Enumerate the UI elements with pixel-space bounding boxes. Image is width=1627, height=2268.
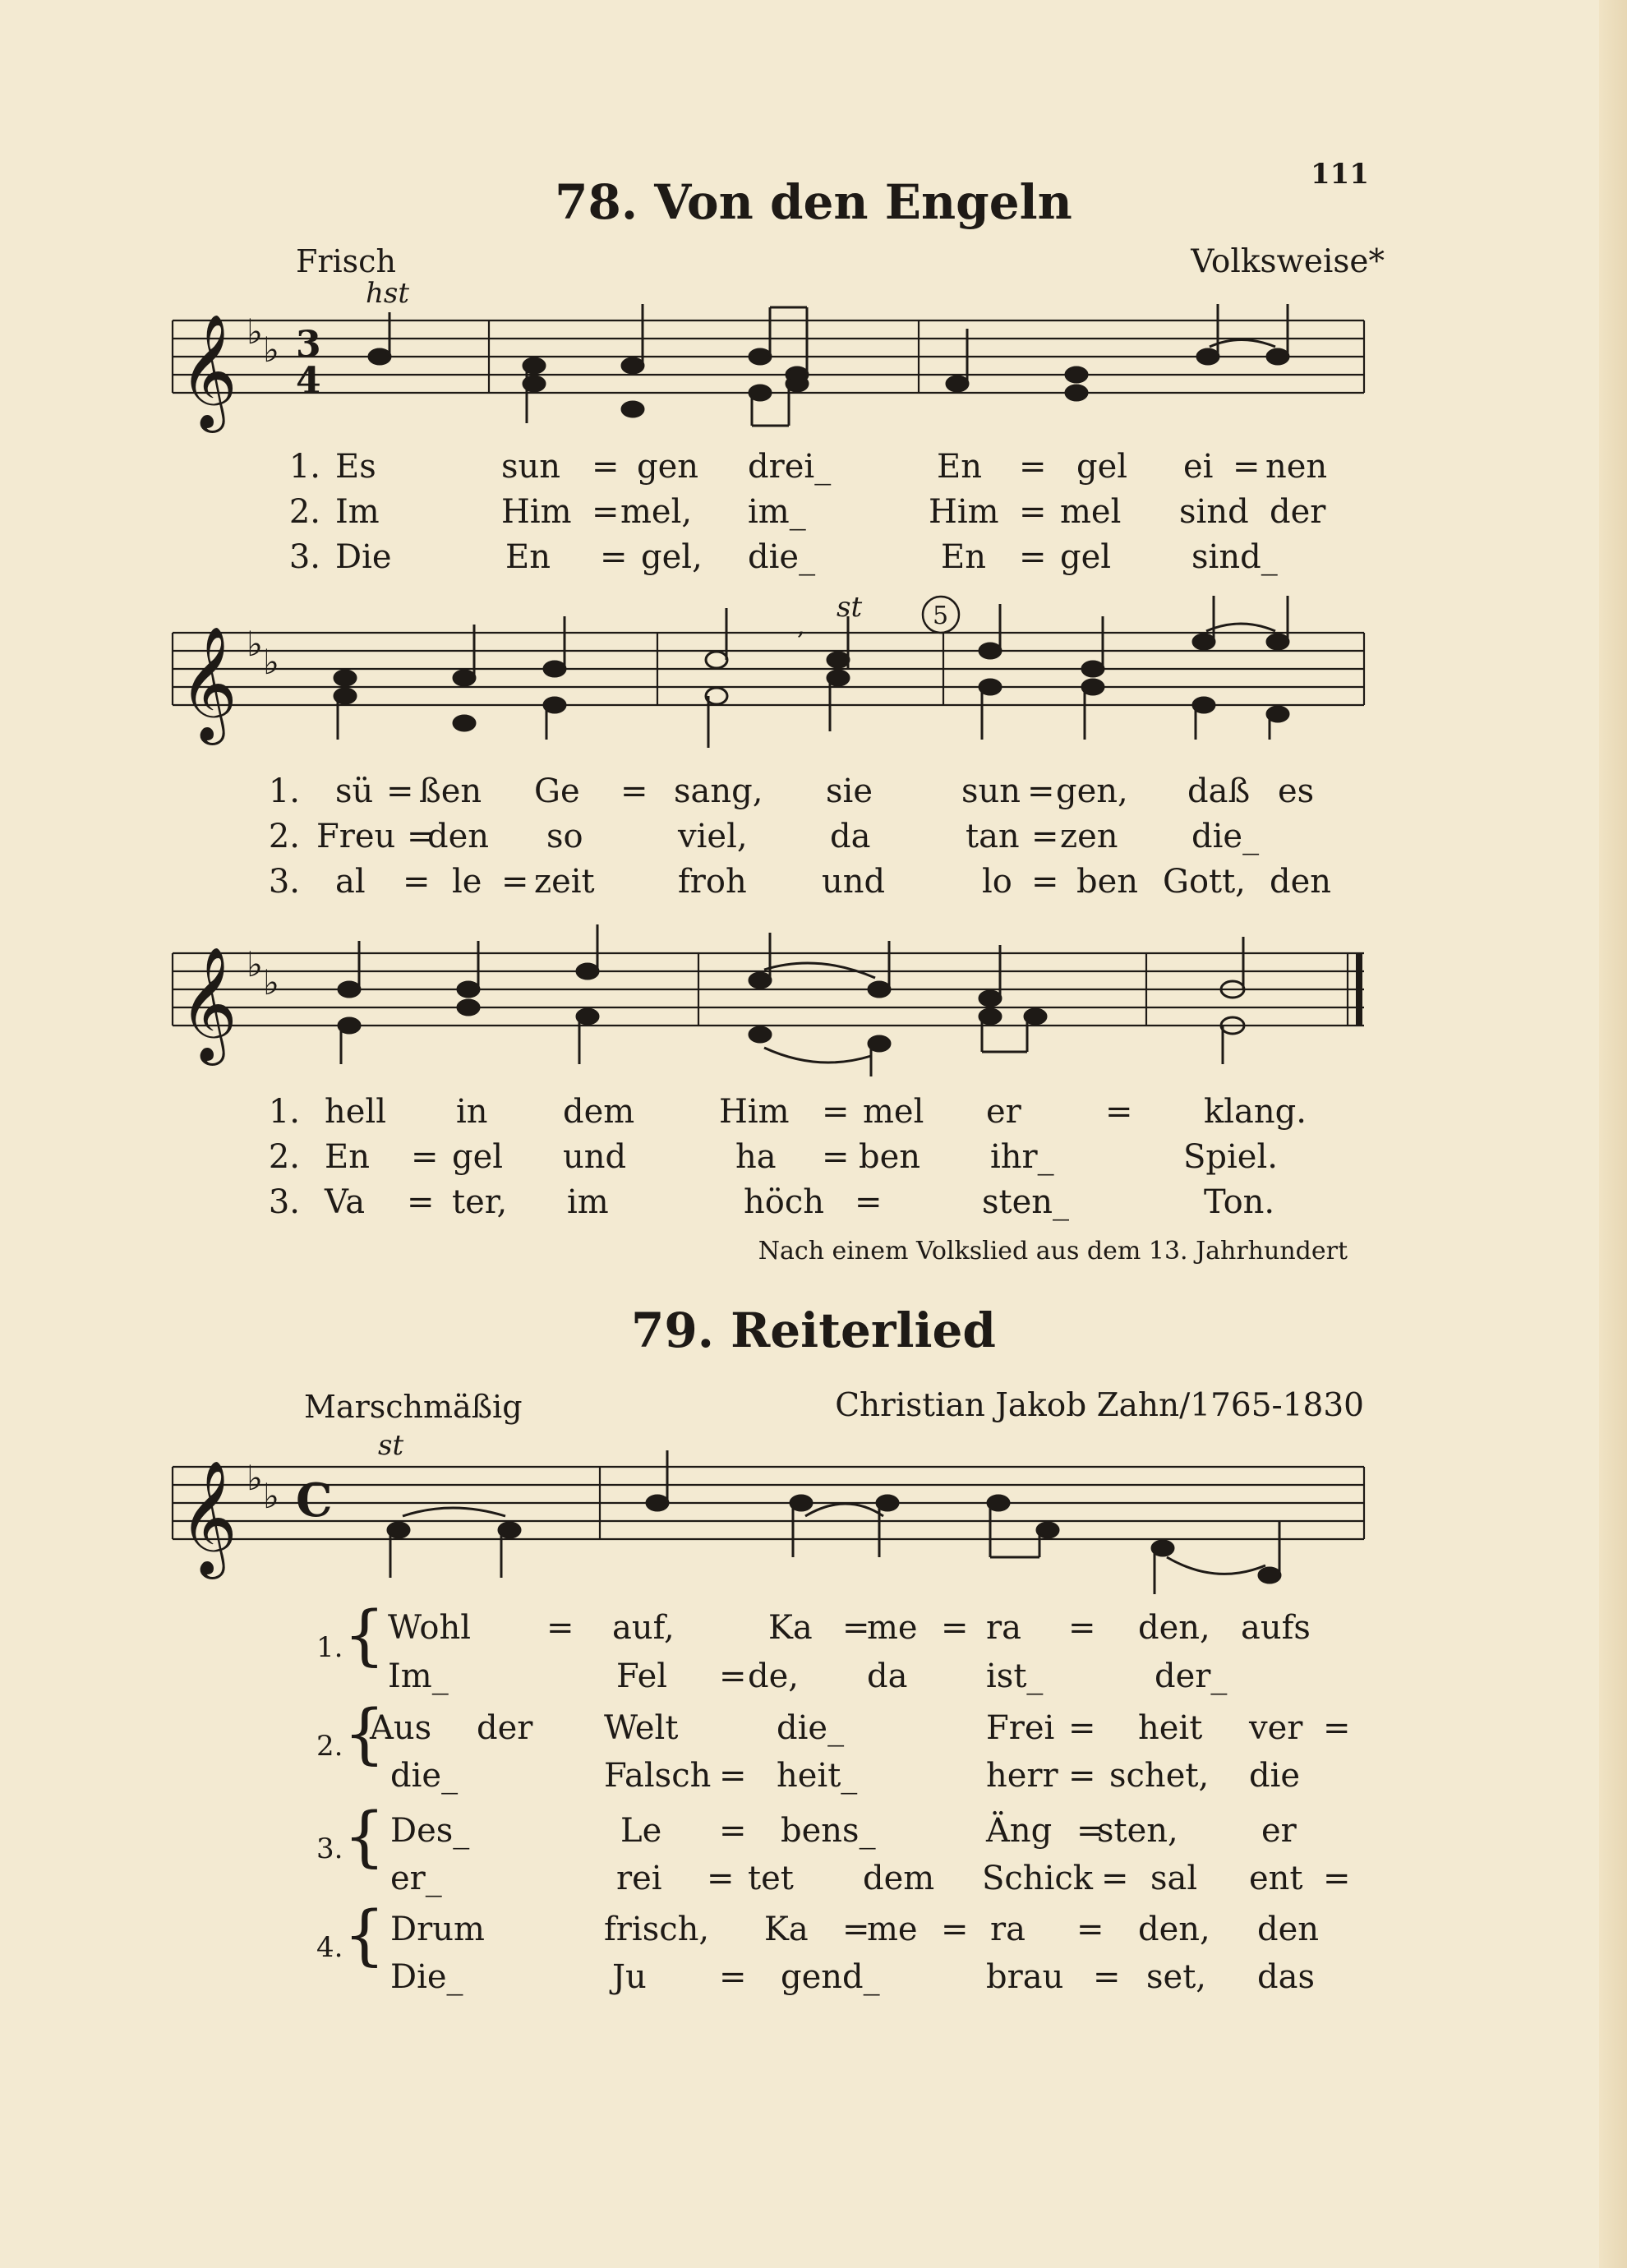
annotation-st: st: [837, 591, 863, 624]
syllable: der_: [1155, 1657, 1228, 1695]
hyphen: =: [1068, 1609, 1096, 1647]
syllable: gel: [452, 1138, 504, 1176]
svg-text:♭: ♭: [263, 1476, 279, 1516]
hyphen: =: [1101, 1860, 1129, 1897]
svg-text:♭: ♭: [247, 311, 263, 352]
hyphen: =: [842, 1911, 870, 1948]
hyphen: =: [600, 538, 628, 576]
syllable: da: [830, 818, 871, 855]
s78-sys3-verse-3: [0, 1183, 1627, 1226]
song-78-tempo: Frisch: [296, 243, 396, 279]
hyphen: =: [1323, 1860, 1351, 1897]
syllable: er: [986, 1093, 1021, 1131]
hyphen: =: [842, 1609, 870, 1647]
song-78-title: 78. Von den Engeln: [555, 174, 1072, 230]
syllable: Wohl: [388, 1609, 472, 1647]
syllable: En: [937, 448, 982, 486]
syllable: Welt: [604, 1709, 679, 1747]
hyphen: =: [407, 818, 435, 855]
syllable: es: [1278, 772, 1315, 810]
hyphen: =: [1031, 818, 1059, 855]
verse-number: 3.: [288, 538, 320, 576]
syllable: in: [456, 1093, 488, 1131]
hyphen: =: [719, 1958, 747, 1996]
syllable: Die_: [390, 1958, 463, 1996]
syllable: hell: [325, 1093, 387, 1131]
verse-number: 1.: [288, 448, 320, 486]
verse-number: 4.: [316, 1931, 343, 1964]
syllable: al: [335, 863, 366, 901]
hyphen: =: [1076, 1911, 1104, 1948]
song-79-title: 79. Reiterlied: [630, 1302, 996, 1358]
syllable: den: [427, 818, 490, 855]
syllable: le: [452, 863, 482, 901]
syllable: gen: [637, 448, 699, 486]
verse-number: 2.: [268, 818, 300, 855]
syllable: sü: [335, 772, 374, 810]
syllable: ver: [1249, 1709, 1303, 1747]
svg-text:𝄞: 𝄞: [179, 1460, 237, 1574]
s79-verse-3-line-1: [0, 1812, 1627, 1855]
syllable: die_: [390, 1757, 459, 1795]
syllable: drei_: [748, 448, 832, 486]
syllable: zen: [1060, 818, 1118, 855]
song-79-credit: Christian Jakob Zahn/1765-1830: [835, 1387, 1364, 1424]
s78-sys1-verse-1: [0, 448, 1627, 491]
syllable: ent: [1249, 1860, 1303, 1897]
s78-sys2-verse-1: [0, 772, 1627, 815]
rehearsal-mark: 5: [933, 602, 949, 630]
syllable: die_: [748, 538, 816, 576]
hyphen: =: [719, 1812, 747, 1850]
syllable: schet,: [1109, 1757, 1210, 1795]
syllable: de,: [748, 1657, 799, 1695]
hyphen: =: [403, 863, 431, 901]
verse-number: 3.: [316, 1832, 343, 1865]
syllable: ihr_: [990, 1138, 1054, 1176]
s79-verse-1-line-2: [0, 1657, 1627, 1700]
syllable: ter,: [452, 1183, 508, 1221]
hyphen: =: [822, 1093, 850, 1131]
syllable: sten_: [982, 1183, 1070, 1221]
verse-number: 2.: [316, 1730, 343, 1763]
syllable: Freu: [316, 818, 396, 855]
syllable: gend_: [781, 1958, 880, 1996]
syllable: dem: [563, 1093, 635, 1131]
syllable: Him: [929, 493, 999, 531]
syllable: nen: [1265, 448, 1328, 486]
syllable: Le: [620, 1812, 662, 1850]
syllable: Fel: [616, 1657, 668, 1695]
syllable: gel: [1076, 448, 1128, 486]
syllable: ben: [859, 1138, 921, 1176]
syllable: zeit: [534, 863, 595, 901]
s78-sys2-verse-2: [0, 818, 1627, 860]
syllable: er_: [390, 1860, 442, 1897]
svg-text:𝄞: 𝄞: [179, 947, 237, 1061]
s78-sys3-verse-1: [0, 1093, 1627, 1136]
syllable: En: [505, 538, 551, 576]
s79-verse-4-line-1: [0, 1911, 1627, 1953]
hyphen: =: [941, 1609, 969, 1647]
syllable: Schick: [982, 1860, 1093, 1897]
syllable: Drum: [390, 1911, 485, 1948]
hyphen: =: [1019, 538, 1047, 576]
hyphen: =: [592, 493, 620, 531]
syllable: rei: [616, 1860, 662, 1897]
syllable: me: [867, 1911, 918, 1948]
annotation-st: st: [378, 1429, 404, 1462]
syllable: mel,: [620, 493, 693, 531]
hyphen: =: [707, 1860, 735, 1897]
syllable: Aus: [370, 1709, 432, 1747]
syllable: me: [867, 1609, 918, 1647]
time-signature: C: [296, 1473, 333, 1528]
syllable: lo: [982, 863, 1012, 901]
s79-verse-2-line-2: [0, 1757, 1627, 1800]
syllable: den: [1270, 863, 1332, 901]
s78-sys1-verse-3: [0, 538, 1627, 581]
syllable: Frei: [986, 1709, 1055, 1747]
syllable: gel,: [641, 538, 703, 576]
svg-text:♭: ♭: [247, 1458, 263, 1498]
hyphen: =: [1019, 448, 1047, 486]
song-78-staff-2: [164, 591, 1364, 764]
syllable: klang.: [1204, 1093, 1307, 1131]
syllable: daß: [1187, 772, 1251, 810]
svg-text:,: ,: [797, 612, 805, 641]
syllable: sten,: [1097, 1812, 1178, 1850]
verse-number: 3.: [268, 863, 300, 901]
brace: {: [343, 1597, 385, 1673]
syllable: sind_: [1191, 538, 1278, 576]
syllable: viel,: [678, 818, 748, 855]
syllable: sie: [826, 772, 873, 810]
hyphen: =: [501, 863, 529, 901]
syllable: ist_: [986, 1657, 1044, 1695]
syllable: die: [1249, 1757, 1301, 1795]
syllable: sal: [1150, 1860, 1198, 1897]
syllable: höch: [744, 1183, 825, 1221]
syllable: herr: [986, 1757, 1058, 1795]
brace: {: [343, 1798, 385, 1874]
syllable: tet: [748, 1860, 794, 1897]
syllable: Him: [719, 1093, 790, 1131]
syllable: ra: [990, 1911, 1026, 1948]
syllable: sind: [1179, 493, 1249, 531]
syllable: set,: [1146, 1958, 1206, 1996]
syllable: Im_: [388, 1657, 449, 1695]
syllable: dem: [863, 1860, 935, 1897]
syllable: er: [1261, 1812, 1297, 1850]
syllable: da: [867, 1657, 908, 1695]
syllable: der: [1270, 493, 1326, 531]
s78-sys2-verse-3: [0, 863, 1627, 906]
s79-verse-3-line-2: [0, 1860, 1627, 1902]
syllable: Falsch: [604, 1757, 712, 1795]
syllable: der: [477, 1709, 533, 1747]
s79-verse-1-line-1: [0, 1609, 1627, 1652]
syllable: mel: [1060, 493, 1122, 531]
song-78-source-note: Nach einem Volkslied aus dem 13. Jahrhundert: [758, 1237, 1348, 1265]
svg-text:♭: ♭: [263, 330, 279, 370]
syllable: ra: [986, 1609, 1021, 1647]
svg-text:♭: ♭: [247, 624, 263, 664]
brace: {: [343, 1695, 385, 1772]
syllable: aufs: [1241, 1609, 1311, 1647]
syllable: sun: [961, 772, 1021, 810]
syllable: Ka: [764, 1911, 809, 1948]
syllable: frisch,: [604, 1911, 710, 1948]
syllable: froh: [678, 863, 747, 901]
hyphen: =: [719, 1757, 747, 1795]
syllable: mel: [863, 1093, 924, 1131]
syllable: und: [822, 863, 886, 901]
syllable: auf,: [612, 1609, 675, 1647]
syllable: gel: [1060, 538, 1112, 576]
song-78-staff-3: [164, 920, 1364, 1085]
syllable: den,: [1138, 1911, 1210, 1948]
hyphen: =: [1027, 772, 1055, 810]
hyphen: =: [1068, 1757, 1096, 1795]
verse-number: 1.: [268, 772, 300, 810]
syllable: ßen: [419, 772, 482, 810]
svg-text:♭: ♭: [247, 944, 263, 984]
brace: {: [343, 1897, 385, 1973]
hyphen: =: [546, 1609, 574, 1647]
s78-sys1-verse-2: [0, 493, 1627, 536]
hyphen: =: [1093, 1958, 1121, 1996]
hyphen: =: [1233, 448, 1261, 486]
syllable: sun: [501, 448, 561, 486]
syllable: die_: [1191, 818, 1260, 855]
svg-text:𝄞: 𝄞: [179, 314, 237, 428]
syllable: Ge: [534, 772, 580, 810]
verse-number: 3.: [268, 1183, 300, 1221]
syllable: Äng: [986, 1812, 1053, 1850]
svg-text:3: 3: [296, 324, 321, 366]
syllable: Va: [325, 1183, 366, 1221]
syllable: und: [563, 1138, 627, 1176]
syllable: Des_: [390, 1812, 470, 1850]
hyphen: =: [386, 772, 414, 810]
hyphen: =: [411, 1138, 439, 1176]
syllable: im: [567, 1183, 609, 1221]
s78-sys3-verse-2: [0, 1138, 1627, 1181]
song-78-staff-1: [164, 277, 1364, 452]
syllable: den: [1257, 1911, 1320, 1948]
hyphen: =: [855, 1183, 883, 1221]
syllable: Ton.: [1204, 1183, 1275, 1221]
hyphen: =: [407, 1183, 435, 1221]
song-79-tempo: Marschmäßig: [304, 1389, 523, 1425]
hyphen: =: [592, 448, 620, 486]
syllable: Gott,: [1163, 863, 1246, 901]
s79-verse-4-line-2: [0, 1958, 1627, 2001]
syllable: heit_: [777, 1757, 858, 1795]
syllable: Him: [501, 493, 572, 531]
page-number: 111: [1311, 158, 1369, 191]
syllable: Ju: [612, 1958, 647, 1996]
s79-verse-2-line-1: [0, 1709, 1627, 1752]
syllable: heit: [1138, 1709, 1203, 1747]
syllable: den,: [1138, 1609, 1210, 1647]
syllable: En: [941, 538, 986, 576]
svg-text:4: 4: [296, 360, 321, 402]
hyphen: =: [1068, 1709, 1096, 1747]
verse-number: 1.: [268, 1093, 300, 1131]
syllable: Es: [335, 448, 376, 486]
hyphen: =: [822, 1138, 850, 1176]
syllable: ei: [1183, 448, 1214, 486]
hyphen: =: [1076, 1812, 1104, 1850]
hyphen: =: [1031, 863, 1059, 901]
hyphen: =: [1323, 1709, 1351, 1747]
svg-text:𝄞: 𝄞: [179, 626, 237, 740]
svg-text:♭: ♭: [263, 642, 279, 682]
syllable: En: [325, 1138, 370, 1176]
syllable: ha: [735, 1138, 777, 1176]
svg-text:♭: ♭: [263, 962, 279, 1003]
syllable: die_: [777, 1709, 845, 1747]
syllable: Im: [335, 493, 380, 531]
hyphen: =: [941, 1911, 969, 1948]
song-78-credit: Volksweise*: [1191, 243, 1385, 280]
annotation-hst: hst: [366, 277, 410, 310]
syllable: brau: [986, 1958, 1064, 1996]
syllable: ben: [1076, 863, 1139, 901]
syllable: gen,: [1056, 772, 1128, 810]
song-79-staff-1: [164, 1429, 1364, 1598]
syllable: Die: [335, 538, 392, 576]
hyphen: =: [719, 1657, 747, 1695]
hyphen: =: [1105, 1093, 1133, 1131]
verse-number: 2.: [268, 1138, 300, 1176]
syllable: das: [1257, 1958, 1315, 1996]
syllable: sang,: [674, 772, 763, 810]
syllable: bens_: [781, 1812, 876, 1850]
syllable: Spiel.: [1183, 1138, 1278, 1176]
syllable: so: [546, 818, 583, 855]
syllable: Ka: [768, 1609, 813, 1647]
syllable: tan: [966, 818, 1020, 855]
hyphen: =: [1019, 493, 1047, 531]
verse-number: 2.: [288, 493, 320, 531]
syllable: im_: [748, 493, 806, 531]
verse-number: 1.: [316, 1631, 343, 1664]
hyphen: =: [620, 772, 648, 810]
